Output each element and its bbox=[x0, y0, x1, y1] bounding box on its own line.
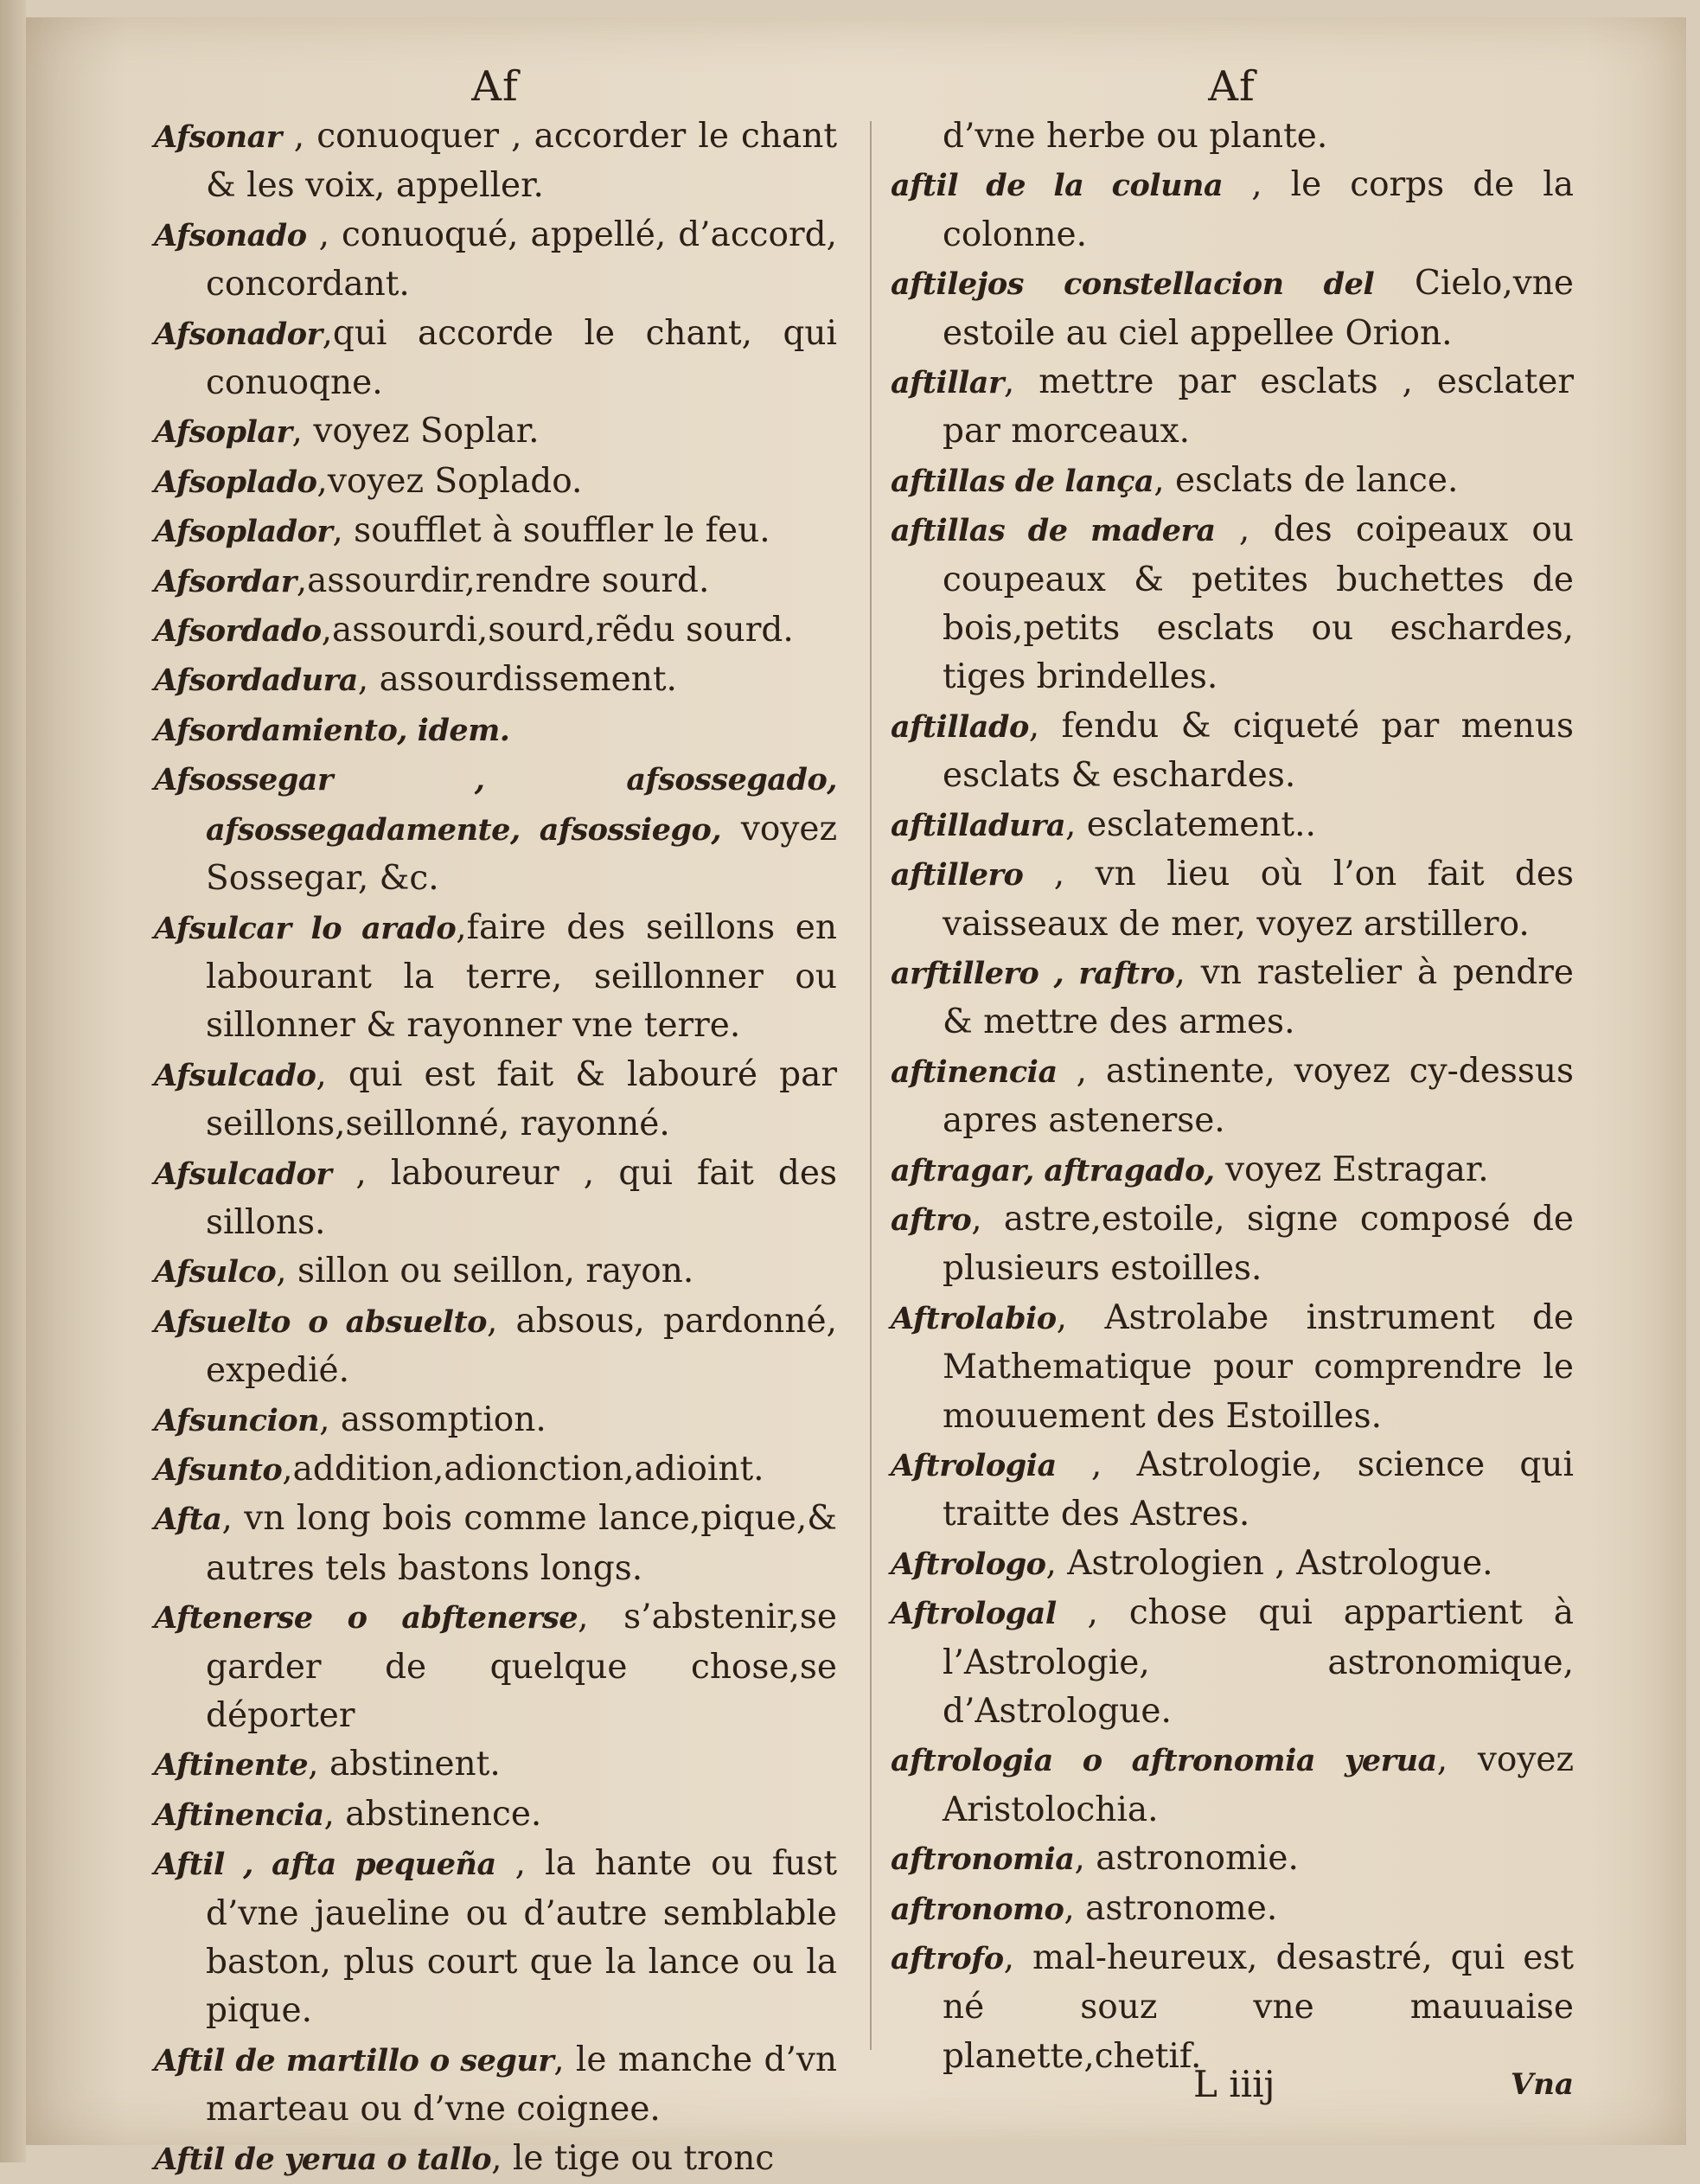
entry-definition: , voyez Soplar. bbox=[291, 412, 540, 452]
continuation-line: d’vne herbe ou plante. bbox=[943, 117, 1328, 156]
dictionary-entry bbox=[891, 1736, 1574, 1835]
dictionary-entry bbox=[154, 211, 837, 310]
entry-headword: Afsordamiento, idem. bbox=[154, 712, 510, 748]
entry-headword: aftronomia bbox=[891, 1841, 1075, 1878]
entry-definition: , abstinent. bbox=[308, 1745, 501, 1784]
entry-headword: Aftinencia bbox=[154, 1797, 324, 1833]
right-running-header: Af bbox=[1208, 62, 1256, 111]
entry-definition: ,voyez Soplado. bbox=[316, 461, 583, 501]
entry-definition: , mettre par esclats , esclater par morceaux. bbox=[943, 362, 1574, 452]
dictionary-entry bbox=[891, 850, 1574, 949]
entry-definition: , sillon ou seillon, rayon. bbox=[276, 1252, 694, 1291]
entry-headword: Afsuncion bbox=[154, 1402, 320, 1438]
entry-headword: Aftrologia bbox=[891, 1447, 1057, 1483]
dictionary-entry bbox=[154, 1740, 837, 1790]
entry-headword: Aftrologal bbox=[891, 1596, 1057, 1632]
entry-headword: Afsordado bbox=[154, 613, 322, 650]
entry-headword: Afsoplar bbox=[154, 414, 292, 451]
entry-definition: , s’abstenir,se garder de quelque chose,se déporter bbox=[206, 1598, 837, 1735]
entry-headword: aftro bbox=[891, 1201, 972, 1238]
entry-headword: aftil de la coluna bbox=[891, 168, 1224, 204]
signature-mark: L iiij bbox=[1193, 2063, 1275, 2105]
entry-headword: Afsonar bbox=[154, 119, 282, 155]
entry-headword: Afsulcador bbox=[154, 1156, 332, 1192]
dictionary-entry bbox=[154, 1051, 837, 1150]
entry-headword: aftilejos constellacion del bbox=[891, 266, 1375, 303]
entry-headword: aftrologia o aftronomia yerua bbox=[891, 1743, 1437, 1779]
entry-headword: aftillas de madera bbox=[891, 513, 1216, 549]
dictionary-entry bbox=[891, 1589, 1574, 1736]
dictionary-entry bbox=[154, 1495, 837, 1593]
entry-headword: Afsulcado bbox=[154, 1057, 316, 1093]
entry-headword: aftrofo bbox=[891, 1941, 1004, 1977]
dictionary-entry bbox=[154, 1396, 837, 1445]
dictionary-entry bbox=[891, 259, 1574, 358]
dictionary-entry bbox=[154, 1150, 837, 1248]
entry-definition: , fendu & ciqueté par menus esclats & eschardes. bbox=[943, 706, 1574, 796]
entry-headword: Afta bbox=[154, 1502, 222, 1538]
entry-headword: Aftinente bbox=[154, 1747, 309, 1784]
dictionary-entry bbox=[891, 1294, 1574, 1441]
left-column bbox=[154, 61, 837, 2184]
entry-definition: , assourdissement. bbox=[357, 660, 677, 700]
book-spine-shadow bbox=[0, 0, 26, 2162]
entry-headword: Aftrologo bbox=[891, 1546, 1046, 1582]
entry-definition: , soufflet à souffler le feu. bbox=[332, 511, 770, 551]
dictionary-entry bbox=[891, 801, 1574, 850]
right-column bbox=[891, 61, 1574, 2081]
entry-definition: , esclats de lance. bbox=[1154, 460, 1459, 500]
entry-headword: arftillero , raftro bbox=[891, 955, 1175, 991]
dictionary-entry bbox=[154, 458, 837, 507]
dictionary-entry bbox=[154, 1297, 837, 1396]
dictionary-entry bbox=[154, 606, 837, 656]
entry-definition: , Astrolabe instrument de Mathematique pour comprendre le mouuement des Estoilles. bbox=[943, 1297, 1574, 1436]
entry-definition: ,assourdir,rendre sourd. bbox=[296, 560, 710, 600]
dictionary-entry bbox=[154, 310, 837, 408]
entry-definition: , des coipeaux ou coupeaux & petites buchettes de bois,petits esclats ou eschardes, tiges brindelles. bbox=[943, 510, 1574, 697]
dictionary-entry bbox=[154, 1247, 837, 1297]
dictionary-entry bbox=[891, 702, 1574, 801]
entry-headword: aftragar, aftragado, bbox=[891, 1152, 1215, 1188]
dictionary-entry bbox=[154, 1593, 837, 1740]
dictionary-entry bbox=[891, 1540, 1574, 1589]
dictionary-entry bbox=[154, 2036, 837, 2135]
dictionary-entry bbox=[891, 161, 1574, 259]
entry-definition: , mal-heureux, desastré, qui est né souz vne mauuaise planette,chetif. bbox=[943, 1938, 1574, 2076]
dictionary-entry bbox=[154, 407, 837, 457]
entry-headword: aftronomo bbox=[891, 1891, 1064, 1927]
entry-headword: aftillero bbox=[891, 857, 1024, 893]
dictionary-entry bbox=[154, 2135, 837, 2184]
entry-headword: aftillado bbox=[891, 708, 1029, 745]
dictionary-entry bbox=[154, 1840, 837, 2036]
entry-headword: Afsonador bbox=[154, 316, 323, 352]
entry-definition: , la hante ou fust d’vne jaueline ou d’autre semblable baston, plus court que la lance ou la pique. bbox=[206, 1844, 837, 2031]
entry-headword: Aftil , afta pequeña bbox=[154, 1847, 496, 1883]
entry-definition: , abstinence. bbox=[323, 1794, 542, 1834]
entry-headword: Aftil de martillo o segur bbox=[154, 2042, 554, 2078]
entry-headword: aftillas de lança bbox=[891, 463, 1154, 499]
entry-definition: , Astrologien , Astrologue. bbox=[1045, 1543, 1493, 1583]
entry-definition: , conuoquer , accorder le chant & les voix, appeller. bbox=[206, 117, 837, 206]
dictionary-entry bbox=[891, 949, 1574, 1047]
entry-definition: ,assourdi,sourd,rẽdu sourd. bbox=[321, 611, 794, 650]
entry-definition: Cielo,vne estoile au ciel appellee Orion. bbox=[943, 264, 1575, 353]
entry-definition: , Astrologie, science qui traitte des Astres. bbox=[943, 1444, 1574, 1534]
entry-headword: Afsossegar , afsossegado, afsossegadamente, afsossiego, bbox=[154, 762, 837, 848]
dictionary-entry bbox=[891, 1047, 1574, 1146]
entry-headword: aftilladura bbox=[891, 807, 1066, 843]
entry-definition: , astre,estoile, signe composé de plusieurs estoilles. bbox=[943, 1199, 1574, 1289]
entry-definition: , qui est fait & labouré par seillons,seillonné, rayonné. bbox=[206, 1054, 837, 1144]
entry-headword: Afsonado bbox=[154, 217, 307, 253]
entry-definition: , vn long bois comme lance,pique,& autres tels bastons longs. bbox=[206, 1499, 837, 1588]
entry-definition: , le tige ou tronc bbox=[491, 2138, 775, 2178]
entry-definition: , conuoqué, appellé, d’accord, concordant. bbox=[206, 215, 837, 304]
entry-headword: Afsoplado bbox=[154, 464, 317, 500]
dictionary-entry bbox=[154, 1445, 837, 1495]
entry-headword: Afsulcar lo arado bbox=[154, 910, 457, 946]
entry-definition: , le corps de la colonne. bbox=[943, 165, 1574, 254]
entry-headword: Afsordar bbox=[154, 563, 297, 599]
dictionary-entry bbox=[891, 457, 1574, 506]
dictionary-entry bbox=[891, 1195, 1574, 1294]
entry-definition: , voyez Aristolochia. bbox=[943, 1740, 1574, 1829]
entry-definition: , absous, pardonné, expedié. bbox=[206, 1301, 837, 1391]
dictionary-entry bbox=[154, 1790, 837, 1840]
entry-definition: voyez Estragar. bbox=[1214, 1150, 1489, 1189]
catchword: Vna bbox=[1510, 2067, 1574, 2102]
entry-definition: voyez Sossegar, &c. bbox=[206, 809, 837, 899]
entry-headword: Aftil de yerua o tallo bbox=[154, 2141, 492, 2177]
column-divider bbox=[870, 121, 872, 2050]
entry-definition: ,addition,adionction,adioint. bbox=[282, 1449, 764, 1489]
entry-definition: , astronomie. bbox=[1074, 1839, 1299, 1879]
entry-definition: , le manche d’vn marteau ou d’vne coignee. bbox=[206, 2040, 837, 2130]
entry-headword: Aftenerse o abftenerse bbox=[154, 1600, 578, 1636]
dictionary-entry bbox=[891, 1146, 1574, 1195]
dictionary-entry bbox=[154, 656, 837, 705]
right-entries bbox=[891, 112, 1574, 2081]
dictionary-entry bbox=[154, 706, 837, 755]
entry-definition: , vn rastelier à pendre & mettre des armes. bbox=[943, 952, 1574, 1042]
left-running-header: Af bbox=[471, 62, 520, 111]
dictionary-entry bbox=[154, 904, 837, 1051]
dictionary-entry bbox=[891, 1441, 1574, 1540]
dictionary-entry bbox=[891, 506, 1574, 702]
dictionary-entry bbox=[154, 755, 837, 903]
entry-definition: , vn lieu où l’on fait des vaisseaux de mer, voyez arstillero. bbox=[943, 855, 1574, 944]
entry-definition: ,faire des seillons en labourant la terre, seillonner ou sillonner & rayonner vne terre. bbox=[206, 907, 837, 1046]
entry-headword: Afsulco bbox=[154, 1254, 277, 1291]
entry-headword: Afsunto bbox=[154, 1451, 283, 1488]
page-footer bbox=[891, 2059, 1574, 2110]
dictionary-entry bbox=[154, 557, 837, 606]
dictionary-entry bbox=[891, 1835, 1574, 1884]
entry-definition: , chose qui appartient à l’Astrologie, astronomique, d’Astrologue. bbox=[943, 1593, 1574, 1731]
dictionary-entry bbox=[891, 358, 1574, 457]
entry-definition: , astronome. bbox=[1064, 1888, 1278, 1928]
entry-headword: aftinencia bbox=[891, 1054, 1058, 1090]
entry-headword: Aftrolabio bbox=[891, 1300, 1057, 1336]
entry-definition: , astinente, voyez cy-dessus apres astenerse. bbox=[943, 1051, 1574, 1141]
left-entries bbox=[154, 112, 837, 2184]
dictionary-entry bbox=[154, 112, 837, 211]
dictionary-entry bbox=[891, 1885, 1574, 1934]
entry-headword: Afsoplador bbox=[154, 514, 333, 550]
entry-headword: aftillar bbox=[891, 365, 1004, 401]
entry-headword: Afsordadura bbox=[154, 663, 358, 699]
entry-definition: , laboureur , qui fait des sillons. bbox=[206, 1153, 837, 1242]
entry-definition: , assomption. bbox=[319, 1399, 546, 1439]
entry-definition: ,qui accorde le chant, qui conuoqne. bbox=[206, 313, 837, 403]
entry-headword: Afsuelto o absuelto bbox=[154, 1303, 487, 1340]
dictionary-entry bbox=[154, 507, 837, 556]
entry-definition: , esclatement.. bbox=[1065, 804, 1316, 844]
